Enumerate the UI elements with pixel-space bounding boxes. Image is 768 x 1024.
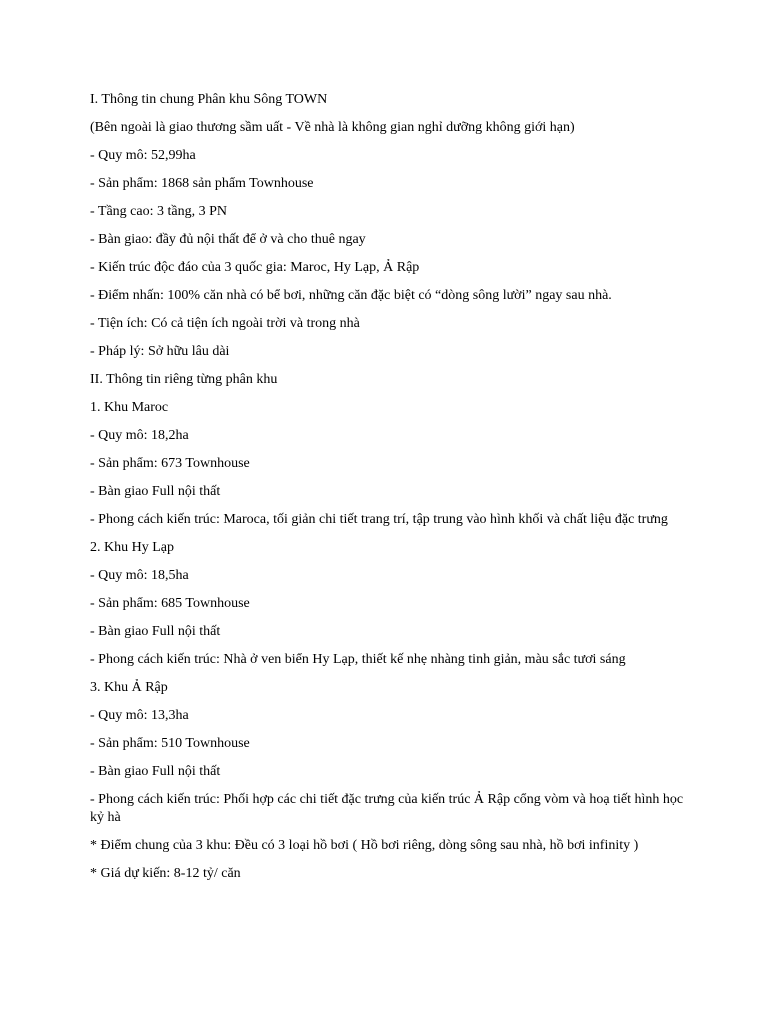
list-item-arab-products: - Sản phẩm: 510 Townhouse <box>90 736 250 751</box>
subzone-heading-maroc: 1. Khu Maroc <box>90 400 169 415</box>
section-heading-general-info: I. Thông tin chung Phân khu Sông TOWN <box>90 92 328 107</box>
list-item-arab-scale: - Quy mô: 13,3ha <box>90 708 189 723</box>
note-expected-price: * Giá dự kiến: 8-12 tỷ/ căn <box>90 866 241 881</box>
list-item-legal: - Pháp lý: Sở hữu lâu dài <box>90 344 230 359</box>
section-heading-subzones: II. Thông tin riêng từng phân khu <box>90 372 278 387</box>
list-item-maroc-products: - Sản phẩm: 673 Townhouse <box>90 456 250 471</box>
list-item-greece-scale: - Quy mô: 18,5ha <box>90 568 189 583</box>
list-item-maroc-style: - Phong cách kiến trúc: Maroca, tối giản chi tiết trang trí, tập trung vào hình khối và chất liệu đặc trưng <box>90 512 668 527</box>
list-item-highlight: - Điểm nhấn: 100% căn nhà có bể bơi, những căn đặc biệt có “dòng sông lười” ngay sau nhà. <box>90 288 612 303</box>
subzone-heading-greece: 2. Khu Hy Lạp <box>90 540 174 555</box>
list-item-scale: - Quy mô: 52,99ha <box>90 148 196 163</box>
subzone-heading-arab: 3. Khu Ả Rập <box>90 680 168 695</box>
list-item-amenities: - Tiện ích: Có cả tiện ích ngoài trời và trong nhà <box>90 316 360 331</box>
list-item-handover: - Bàn giao: đầy đủ nội thất để ở và cho thuê ngay <box>90 232 366 247</box>
tagline: (Bên ngoài là giao thương sầm uất - Về nhà là không gian nghỉ dưỡng không giới hạn) <box>90 120 575 135</box>
list-item-products: - Sản phẩm: 1868 sản phẩm Townhouse <box>90 176 314 191</box>
list-item-arab-handover: - Bàn giao Full nội thất <box>90 764 221 779</box>
list-item-greece-products: - Sản phẩm: 685 Townhouse <box>90 596 250 611</box>
document-page <box>90 91 686 893</box>
list-item-arab-style: - Phong cách kiến trúc: Phối hợp các chi tiết đặc trưng của kiến trúc Ả Rập cổng vòm và hoạ tiết hình học kỷ hà <box>90 792 684 825</box>
list-item-greece-handover: - Bàn giao Full nội thất <box>90 624 221 639</box>
list-item-architecture: - Kiến trúc độc đáo của 3 quốc gia: Maroc, Hy Lạp, Ả Rập <box>90 260 420 275</box>
list-item-maroc-handover: - Bàn giao Full nội thất <box>90 484 221 499</box>
list-item-floors: - Tầng cao: 3 tầng, 3 PN <box>90 204 227 219</box>
list-item-greece-style: - Phong cách kiến trúc: Nhà ở ven biển Hy Lạp, thiết kế nhẹ nhàng tinh giản, màu sắc tươi sáng <box>90 652 626 667</box>
note-common-features: * Điểm chung của 3 khu: Đều có 3 loại hồ bơi ( Hồ bơi riêng, dòng sông sau nhà, hồ bơi infinity ) <box>90 838 639 853</box>
list-item-maroc-scale: - Quy mô: 18,2ha <box>90 428 189 443</box>
